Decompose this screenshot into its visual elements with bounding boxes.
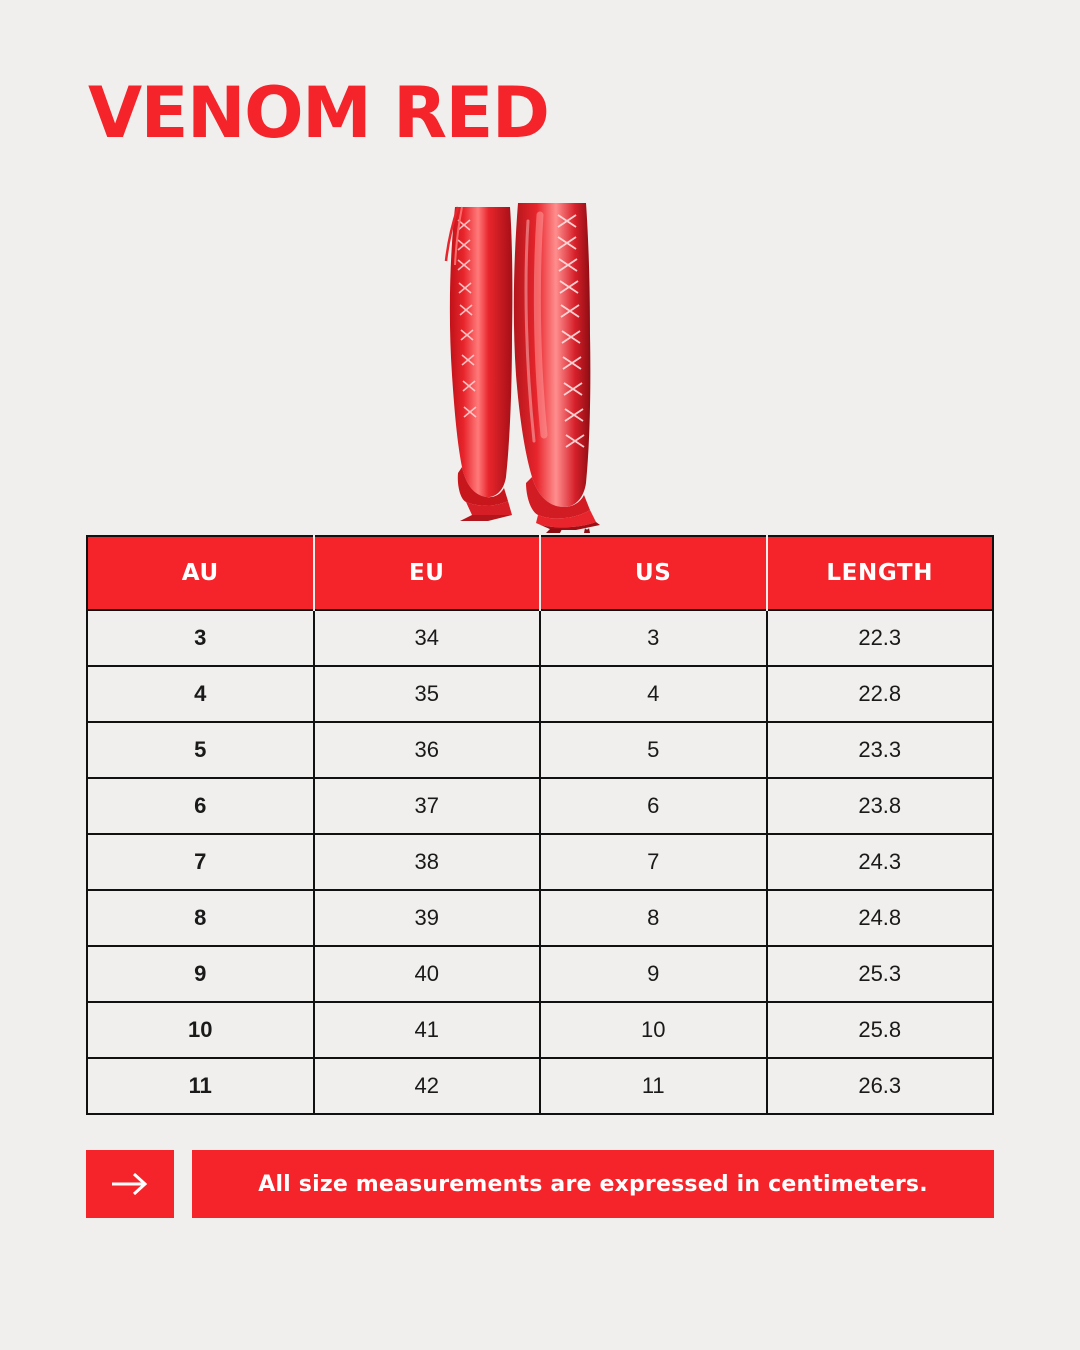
cell-au: 10 — [87, 1002, 314, 1058]
cell-us: 3 — [540, 610, 767, 666]
cell-au: 11 — [87, 1058, 314, 1114]
cell-us: 9 — [540, 946, 767, 1002]
cell-length: 23.3 — [767, 722, 994, 778]
cell-eu: 34 — [314, 610, 541, 666]
cell-us: 4 — [540, 666, 767, 722]
cell-eu: 39 — [314, 890, 541, 946]
table-header-row — [87, 536, 993, 610]
table-row — [87, 890, 993, 946]
cell-length: 24.3 — [767, 834, 994, 890]
measurement-note: All size measurements are expressed in centimeters. — [192, 1150, 994, 1218]
table-row — [87, 610, 993, 666]
cell-au: 9 — [87, 946, 314, 1002]
cell-au: 5 — [87, 722, 314, 778]
cell-us: 8 — [540, 890, 767, 946]
cell-eu: 35 — [314, 666, 541, 722]
cell-length: 24.8 — [767, 890, 994, 946]
product-image — [400, 185, 680, 535]
size-chart-table — [86, 535, 994, 1115]
cell-au: 6 — [87, 778, 314, 834]
table-row — [87, 834, 993, 890]
cell-us: 10 — [540, 1002, 767, 1058]
column-header-au: AU — [87, 536, 314, 610]
cell-us: 5 — [540, 722, 767, 778]
cell-us: 7 — [540, 834, 767, 890]
table-row — [87, 722, 993, 778]
column-header-eu: EU — [314, 536, 541, 610]
cell-au: 7 — [87, 834, 314, 890]
cell-length: 22.8 — [767, 666, 994, 722]
footer-note — [86, 1150, 994, 1218]
cell-length: 23.8 — [767, 778, 994, 834]
cell-eu: 37 — [314, 778, 541, 834]
cell-eu: 41 — [314, 1002, 541, 1058]
cell-au: 3 — [87, 610, 314, 666]
boot-illustration — [400, 185, 680, 535]
cell-length: 25.8 — [767, 1002, 994, 1058]
cell-length: 22.3 — [767, 610, 994, 666]
cell-us: 11 — [540, 1058, 767, 1114]
cell-eu: 42 — [314, 1058, 541, 1114]
cell-au: 4 — [87, 666, 314, 722]
table-row — [87, 666, 993, 722]
page-title: VENOM RED — [88, 72, 549, 154]
column-header-us: US — [540, 536, 767, 610]
cell-length: 26.3 — [767, 1058, 994, 1114]
cell-eu: 38 — [314, 834, 541, 890]
cell-eu: 36 — [314, 722, 541, 778]
cell-au: 8 — [87, 890, 314, 946]
cell-eu: 40 — [314, 946, 541, 1002]
table-row — [87, 946, 993, 1002]
cell-length: 25.3 — [767, 946, 994, 1002]
arrow-right-icon — [86, 1150, 174, 1218]
cell-us: 6 — [540, 778, 767, 834]
table-row — [87, 778, 993, 834]
table-row — [87, 1002, 993, 1058]
column-header-length: LENGTH — [767, 536, 994, 610]
table-row — [87, 1058, 993, 1114]
